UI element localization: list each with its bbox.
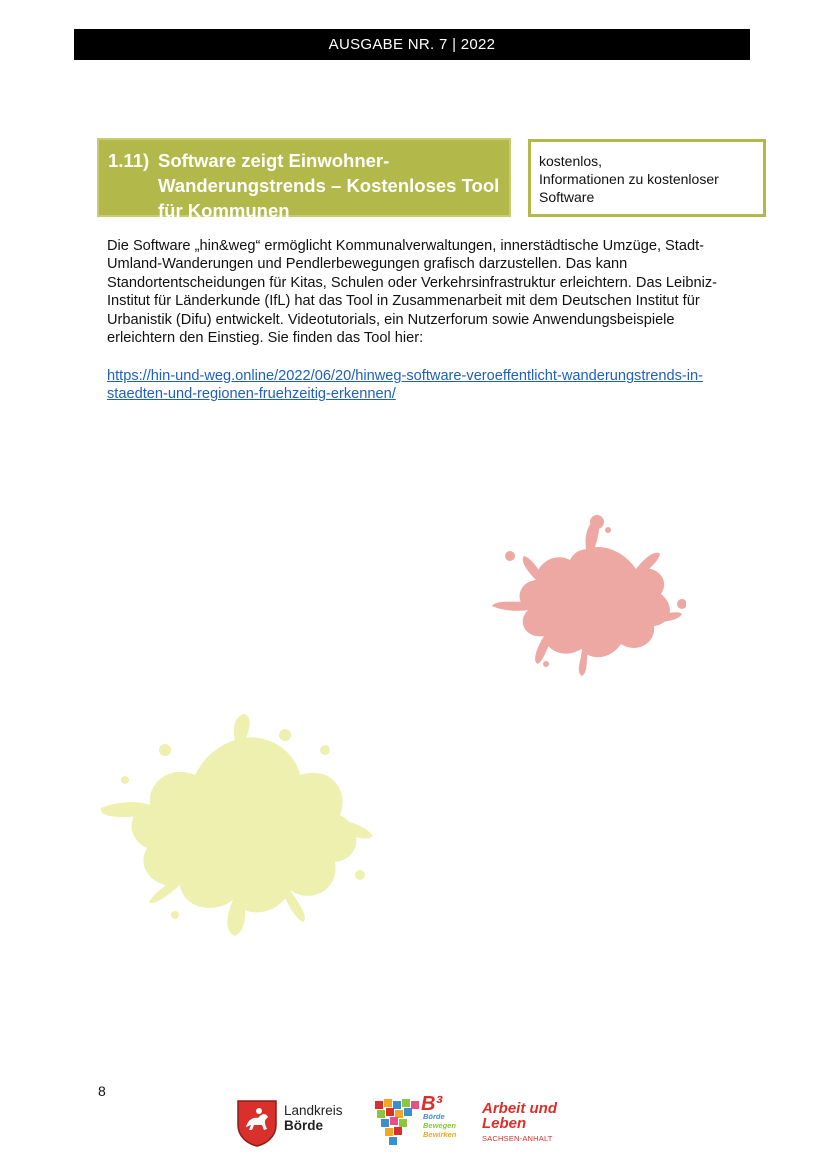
issue-label: AUSGABE NR. 7 | 2022	[328, 36, 496, 53]
body-line: Standortentscheidungen für Kitas, Schulen oder Verkehrsinfrastruktur erleichtern. Das Leibniz-	[107, 274, 718, 291]
tag-line: Informationen zu kostenloser	[539, 171, 719, 187]
tags-box	[528, 139, 766, 217]
b3-word: Börde	[423, 1112, 445, 1121]
b3-word: Bewirken	[423, 1130, 457, 1139]
yellow-paint-splat	[95, 710, 375, 940]
body-line: erleichtern den Einstieg. Sie finden das Tool hier:	[107, 330, 424, 347]
tool-link[interactable]	[107, 367, 757, 404]
issue-header-bar	[74, 29, 750, 60]
page-number: 8	[98, 1083, 106, 1099]
section-title-line: Wanderungstrends – Kostenloses Tool	[158, 175, 500, 196]
b3-mark: B³	[421, 1093, 443, 1115]
landkreis-boerde-logo	[236, 1095, 366, 1151]
section-number: 1.11)	[108, 150, 150, 171]
aul-line: Arbeit und	[482, 1100, 557, 1117]
b3-mosaic-icon	[373, 1097, 423, 1151]
tag-line: kostenlos,	[539, 153, 603, 169]
landkreis-logo-text	[284, 1103, 343, 1133]
section-title	[158, 148, 508, 223]
section-title-line: für Kommunen	[158, 200, 290, 221]
arbeit-und-leben-logo	[482, 1101, 582, 1151]
section-title-box	[97, 138, 511, 221]
aul-sub: SACHSEN-ANHALT	[482, 1134, 553, 1143]
landkreis-logo-line: Börde	[284, 1118, 324, 1133]
tool-link-line[interactable]: staedten-und-regionen-fruehzeitig-erkennen/	[107, 386, 396, 403]
b3-words	[423, 1112, 456, 1139]
red-paint-splat	[486, 514, 686, 680]
aul-line: Leben	[482, 1115, 527, 1132]
section-title-line: Software zeigt Einwohner-	[158, 150, 390, 171]
body-line: Die Software „hin&weg“ ermöglicht Kommunalverwaltungen, innerstädtische Umzüge, Stadt-	[107, 238, 704, 254]
footer-logos	[236, 1095, 576, 1151]
tool-link-line[interactable]: https://hin-und-weg.online/2022/06/20/hinweg-software-veroeffentlicht-wanderungstrends-in-	[107, 368, 703, 384]
body-line: Umland-Wanderungen und Pendlerbewegungen grafisch darzustellen. Das kann	[107, 256, 628, 273]
body-line: Institut für Länderkunde (IfL) hat das Tool in Zusammenarbeit mit dem Deutschen Institut für	[107, 293, 700, 310]
coat-of-arms-icon	[236, 1099, 278, 1147]
landkreis-logo-line: Landkreis	[284, 1103, 343, 1118]
b3-word: Bewegen	[423, 1121, 456, 1130]
b3-logo	[373, 1095, 458, 1151]
article-body	[107, 237, 757, 347]
body-line: Urbanistik (Difu) entwickelt. Videotutorials, ein Nutzerforum sowie Anwendungsbeispiele	[107, 311, 675, 328]
tag-line: Software	[539, 189, 595, 205]
